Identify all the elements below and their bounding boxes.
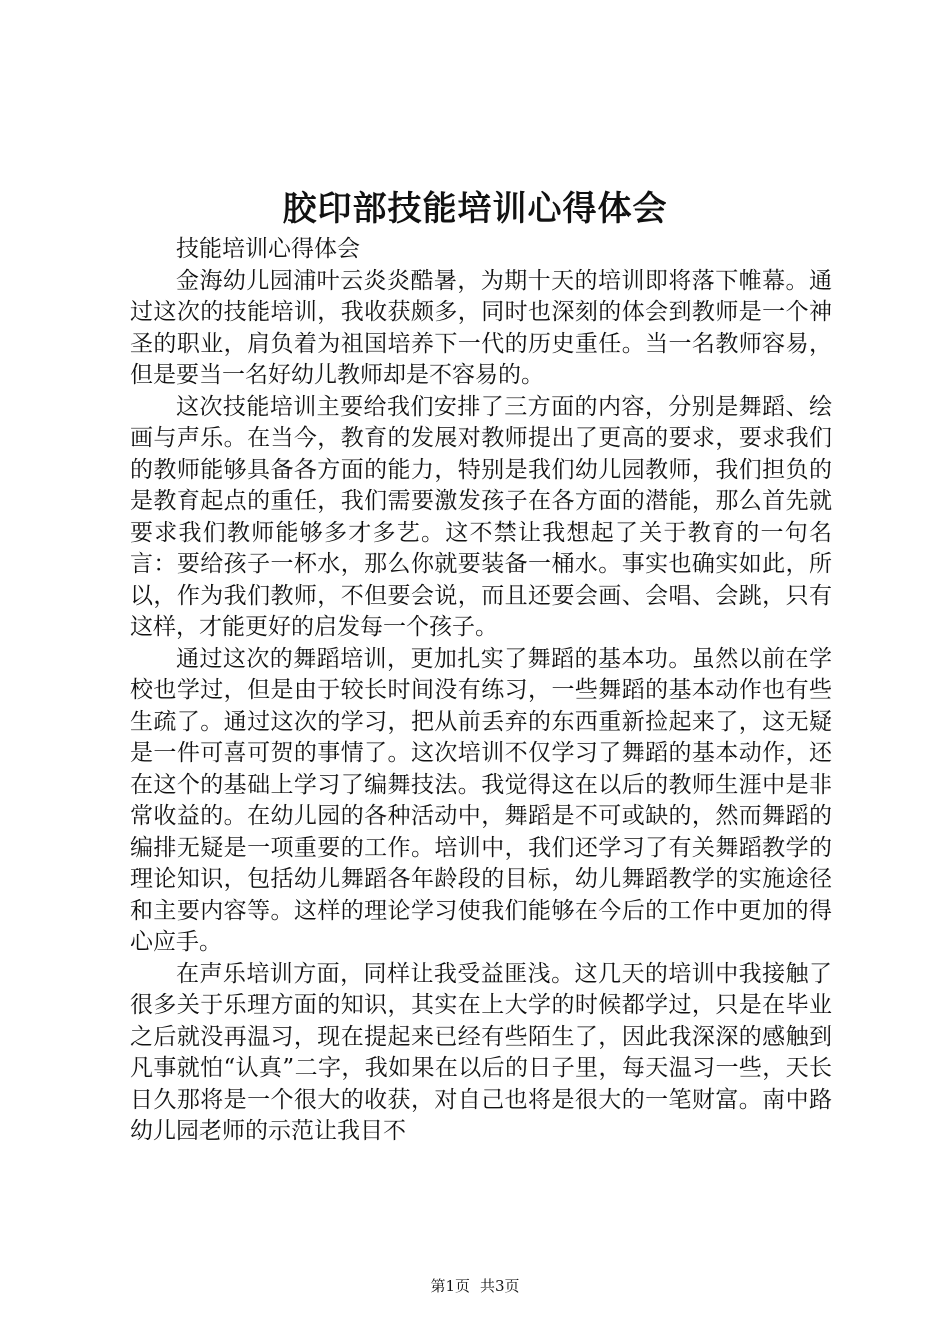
page-number-total: 共3页 [480,1277,520,1295]
body-paragraph: 这次技能培训主要给我们安排了三方面的内容，分别是舞蹈、绘画与声乐。在当今，教育的发展对教师提出了更高的要求，要求我们的教师能够具备各方面的能力，特别是我们幼儿园教师，我们担负的是教育起点的重任，我们需要激发孩子在各方面的潜能，那么首先就要求我们教师能够多才多艺。这不禁让我想起了关于教育的一句名言：要给孩子一杯水，那么你就要装备一桶水。事实也确实如此，所以，作为我们教师，不但要会说，而且还要会画、会唱、会跳，只有这样，才能更好的启发每一个孩子。 [130,393,832,640]
page-footer [0,1276,950,1296]
subtitle-paragraph: 技能培训心得体会 [176,236,360,262]
body-paragraph: 金海幼儿园浦叶云炎炎酷暑，为期十天的培训即将落下帷幕。通过这次的技能培训，我收获颇多，同时也深刻的体会到教师是一个神圣的职业，肩负着为祖国培养下一代的历史重任。当一名教师容易，但是要当一名好幼儿教师却是不容易的。 [130,267,832,388]
body-paragraph: 在声乐培训方面，同样让我受益匪浅。这几天的培训中我接触了很多关于乐理方面的知识，其实在上大学的时候都学过，只是在毕业之后就没再温习，现在提起来已经有些陌生了，因此我深深的感触到凡事就怕“认真”二字，我如果在以后的日子里，每天温习一些，天长日久那将是一个很大的收获，对自己也将是很大的一笔财富。南中路幼儿园老师的示范让我目不 [130,960,832,1144]
document-title: 胶印部技能培训心得体会 [282,189,668,229]
body-paragraph: 通过这次的舞蹈培训，更加扎实了舞蹈的基本功。虽然以前在学校也学过，但是由于较长时间没有练习，一些舞蹈的基本动作也有些生疏了。通过这次的学习，把从前丢弃的东西重新捡起来了，这无疑是一件可喜可贺的事情了。这次培训不仅学习了舞蹈的基本动作，还在这个的基础上学习了编舞技法。我觉得这在以后的教师生涯中是非常收益的。在幼儿园的各种活动中，舞蹈是不可或缺的，然而舞蹈的编排无疑是一项重要的工作。培训中，我们还学习了有关舞蹈教学的理论知识，包括幼儿舞蹈各年龄段的目标，幼儿舞蹈教学的实施途径和主要内容等。这样的理论学习使我们能够在今后的工作中更加的得心应手。 [130,645,832,955]
document-body [130,234,832,1148]
page-number-current: 第1页 [430,1277,470,1295]
